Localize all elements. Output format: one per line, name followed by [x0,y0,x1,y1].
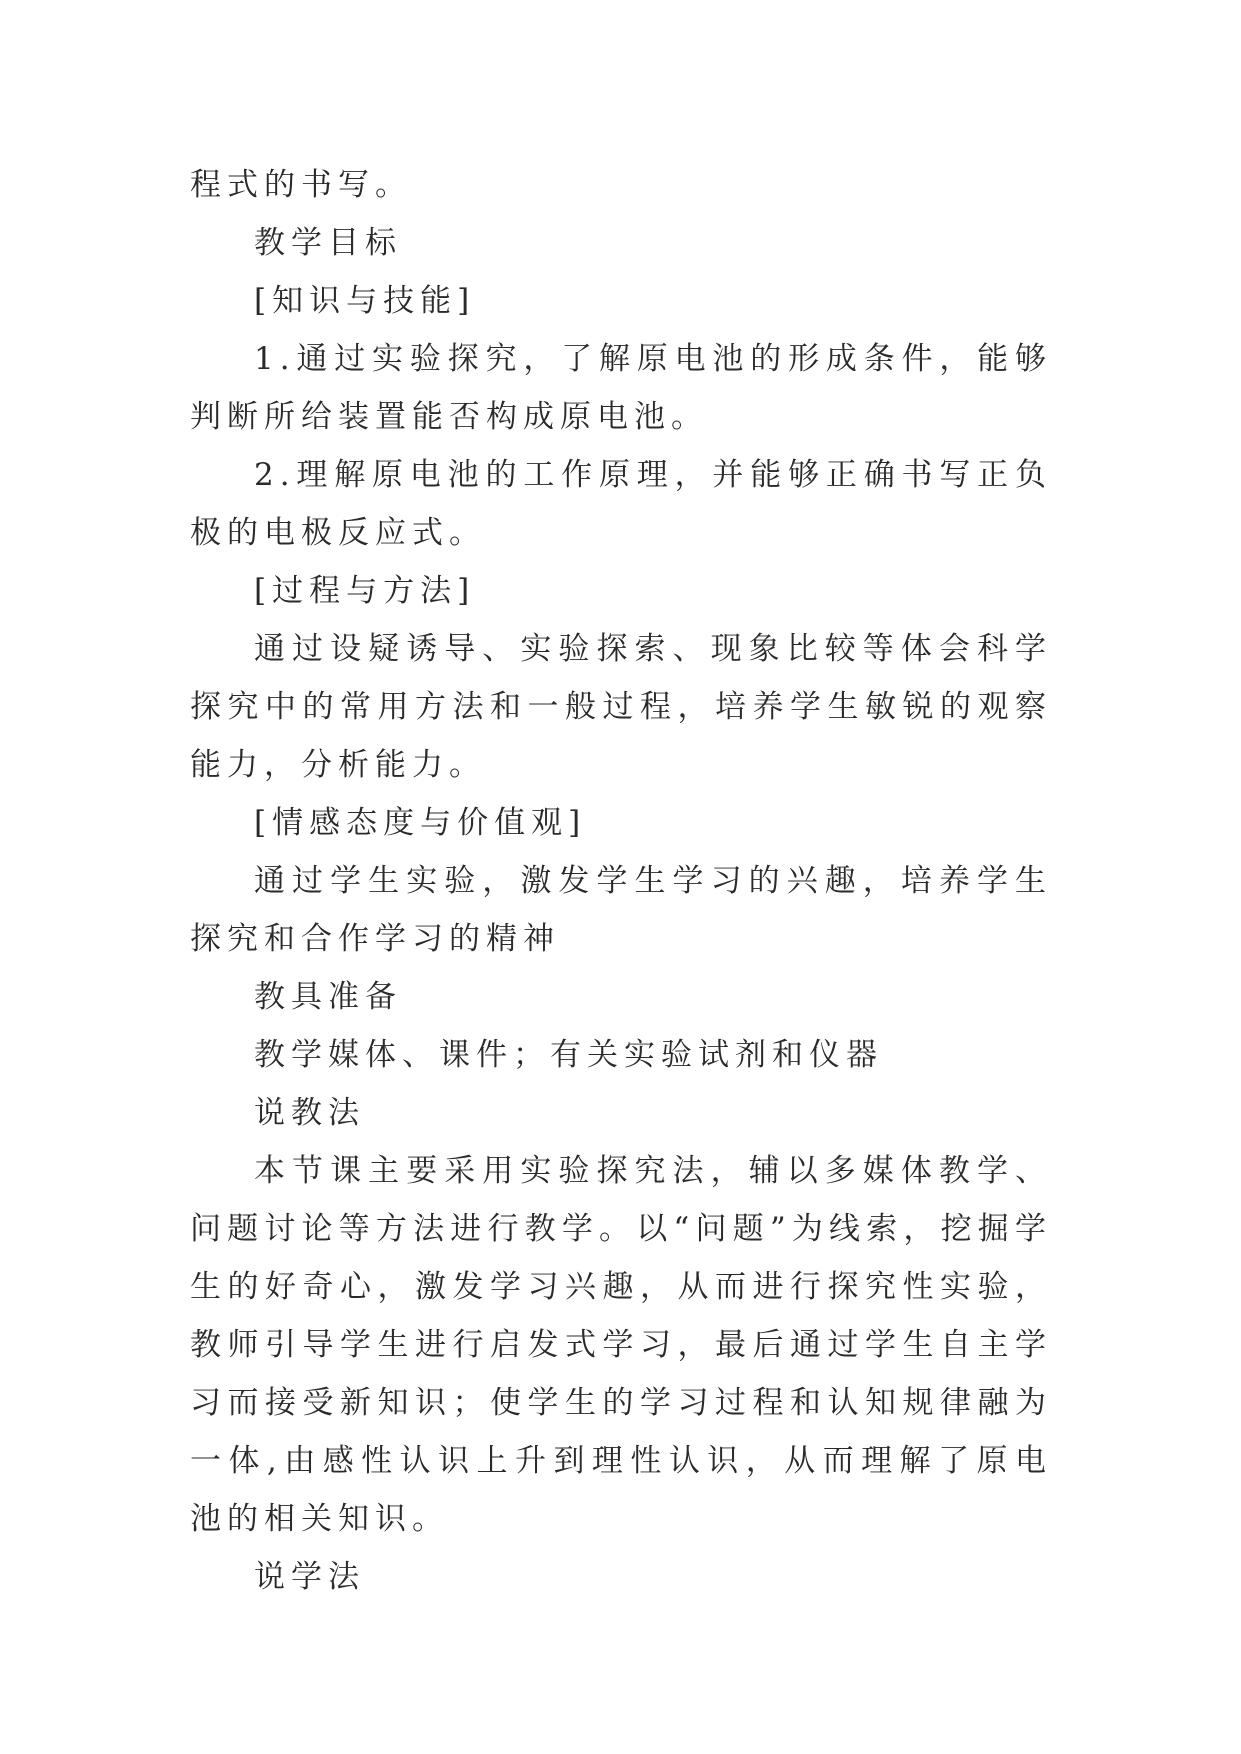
heading-learning-methods: 说学法 [254,1559,365,1595]
subheading-emotion-values: [情感态度与价值观] [254,805,587,841]
paragraph-teaching-methods: 本节课主要采用实验探究法，辅以多媒体教学、问题讨论等方法进行教学。以“问题”为线索，挖掘学生的好奇心，激发学习兴趣，从而进行探究性实验，教师引导学生进行启发式学习，最后通过学生自主学习而接受新知识；使学生的学习过程和认知规律融为一体,由感性认识上升到理性认识，从而理解了原电池的相关知识。 [190,1153,1052,1537]
heading-teaching-aids: 教具准备 [254,979,402,1015]
paragraph-process-methods: 通过设疑诱导、实验探索、现象比较等体会科学探究中的常用方法和一般过程，培养学生敏锐的观察能力，分析能力。 [190,631,1052,783]
paragraph-teaching-aids: 教学媒体、课件；有关实验试剂和仪器 [254,1037,883,1073]
heading-teaching-methods: 说教法 [254,1095,365,1131]
objective-item-1: 1.通过实验探究，了解原电池的形成条件，能够判断所给装置能否构成原电池。 [190,341,1052,435]
paragraph-emotion-values: 通过学生实验，激发学生学习的兴趣，培养学生探究和合作学习的精神 [190,863,1052,957]
subheading-process-methods: [过程与方法] [254,573,476,609]
heading-teaching-objectives: 教学目标 [254,225,402,261]
document-body [190,156,1052,1606]
paragraph-continuation: 程式的书写。 [190,167,412,203]
objective-item-2: 2.理解原电池的工作原理，并能够正确书写正负极的电极反应式。 [190,457,1052,551]
subheading-knowledge-skills: [知识与技能] [254,283,476,319]
